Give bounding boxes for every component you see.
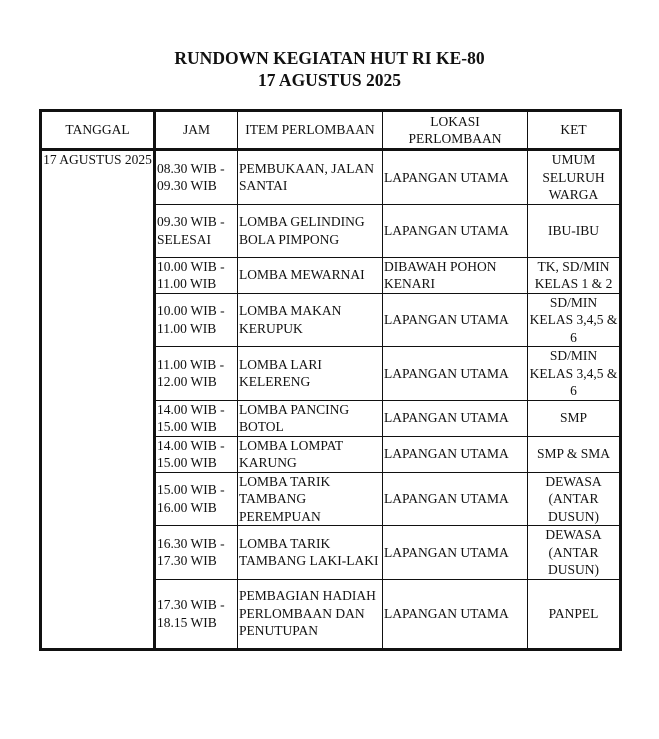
jam-cell: 11.00 WIB - 12.00 WIB — [155, 347, 238, 401]
ket-cell: SMP — [528, 400, 621, 436]
item-cell: LOMBA MAKAN KERUPUK — [238, 293, 383, 347]
header-item: ITEM PERLOMBAAN — [238, 111, 383, 150]
ket-cell: IBU-IBU — [528, 204, 621, 257]
header-lokasi: LOKASI PERLOMBAAN — [383, 111, 528, 150]
ket-cell: UMUM SELURUH WARGA — [528, 150, 621, 205]
document-subtitle-date: 17 AGUSTUS 2025 — [258, 70, 401, 90]
ket-cell: SMP & SMA — [528, 436, 621, 472]
item-cell: PEMBAGIAN HADIAH PERLOMBAAN DAN PENUTUPAN — [238, 579, 383, 649]
lokasi-cell: LAPANGAN UTAMA — [383, 579, 528, 649]
jam-cell: 10.00 WIB - 11.00 WIB — [155, 293, 238, 347]
lokasi-cell: LAPANGAN UTAMA — [383, 150, 528, 205]
ket-cell: PANPEL — [528, 579, 621, 649]
item-cell: LOMBA LARI KELERENG — [238, 347, 383, 401]
lokasi-cell: LAPANGAN UTAMA — [383, 293, 528, 347]
jam-cell: 14.00 WIB - 15.00 WIB — [155, 436, 238, 472]
lokasi-cell: DIBAWAH POHON KENARI — [383, 257, 528, 293]
table-row — [41, 150, 621, 205]
lokasi-cell: LAPANGAN UTAMA — [383, 204, 528, 257]
document-title: RUNDOWN KEGIATAN HUT RI KE-80 — [174, 48, 485, 68]
lokasi-cell: LAPANGAN UTAMA — [383, 347, 528, 401]
table-header-row — [41, 111, 621, 150]
item-cell: LOMBA GELINDING BOLA PIMPONG — [238, 204, 383, 257]
item-cell: PEMBUKAAN, JALAN SANTAI — [238, 150, 383, 205]
jam-cell: 16.30 WIB - 17.30 WIB — [155, 526, 238, 580]
date-cell: 17 AGUSTUS 2025 — [41, 150, 155, 650]
item-cell: LOMBA PANCING BOTOL — [238, 400, 383, 436]
jam-cell: 10.00 WIB - 11.00 WIB — [155, 257, 238, 293]
item-cell: LOMBA TARIK TAMBANG PEREMPUAN — [238, 472, 383, 526]
jam-cell: 14.00 WIB - 15.00 WIB — [155, 400, 238, 436]
item-cell: LOMBA LOMPAT KARUNG — [238, 436, 383, 472]
header-tanggal: TANGGAL — [41, 111, 155, 150]
item-cell: LOMBA TARIK TAMBANG LAKI-LAKI — [238, 526, 383, 580]
lokasi-cell: LAPANGAN UTAMA — [383, 526, 528, 580]
lokasi-cell: LAPANGAN UTAMA — [383, 436, 528, 472]
ket-cell: DEWASA (ANTAR DUSUN) — [528, 472, 621, 526]
ket-cell: DEWASA (ANTAR DUSUN) — [528, 526, 621, 580]
rundown-table — [39, 109, 622, 651]
lokasi-cell: LAPANGAN UTAMA — [383, 400, 528, 436]
jam-cell: 15.00 WIB - 16.00 WIB — [155, 472, 238, 526]
item-cell: LOMBA MEWARNAI — [238, 257, 383, 293]
ket-cell: TK, SD/MIN KELAS 1 & 2 — [528, 257, 621, 293]
lokasi-cell: LAPANGAN UTAMA — [383, 472, 528, 526]
jam-cell: 08.30 WIB - 09.30 WIB — [155, 150, 238, 205]
ket-cell: SD/MIN KELAS 3,4,5 & 6 — [528, 347, 621, 401]
header-ket: KET — [528, 111, 621, 150]
jam-cell: 09.30 WIB - SELESAI — [155, 204, 238, 257]
ket-cell: SD/MIN KELAS 3,4,5 & 6 — [528, 293, 621, 347]
jam-cell: 17.30 WIB - 18.15 WIB — [155, 579, 238, 649]
header-jam: JAM — [155, 111, 238, 150]
